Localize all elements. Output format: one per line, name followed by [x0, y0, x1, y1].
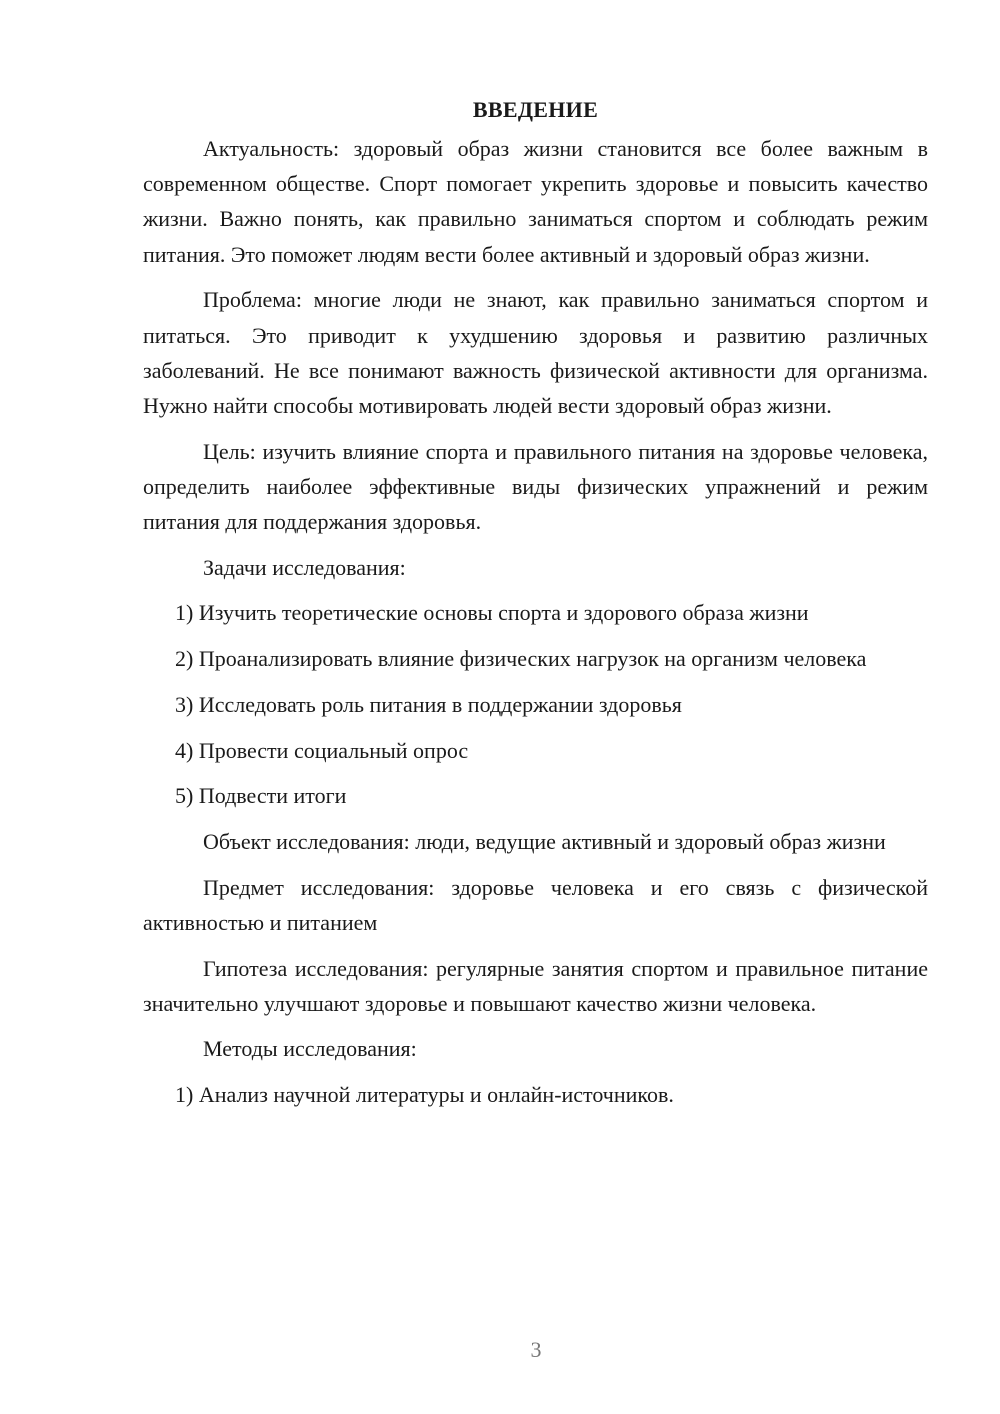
section-heading: ВВЕДЕНИЕ [472, 97, 599, 122]
paragraph-hypothesis: Гипотеза исследования: регулярные занятия спортом и правильное питание значительно улучшают здоровье и повышают качество жизни человека. [143, 955, 928, 1016]
task-item: 4) Провести социальный опрос [175, 737, 469, 763]
paragraph-relevance: Актуальность: здоровый образ жизни становится все более важным в современном обществе. Спорт помогает укрепить здоровье и повысить качество жизни. Важно понять, как правильно заниматься спортом и соблюдать режим питания. Это поможет людям вести более активный и здоровый образ жизни. [143, 136, 928, 267]
methods-title: Методы исследования: [203, 1036, 417, 1062]
paragraph-object: Объект исследования: люди, ведущие активный и здоровый образ жизни [203, 828, 886, 854]
task-item: 1) Изучить теоретические основы спорта и здорового образа жизни [175, 600, 809, 626]
document-body [143, 92, 928, 1123]
tasks-title: Задачи исследования: [203, 554, 406, 580]
task-item: 5) Подвести итоги [175, 783, 347, 809]
paragraph-subject: Предмет исследования: здоровье человека и его связь с физической активностью и питанием [143, 874, 928, 935]
page-number: 3 [530, 1337, 542, 1362]
method-item: 1) Анализ научной литературы и онлайн-источников. [175, 1082, 674, 1108]
task-item: 2) Проанализировать влияние физических нагрузок на организм человека [175, 646, 867, 672]
task-item: 3) Исследовать роль питания в поддержании здоровья [175, 691, 682, 717]
paragraph-goal: Цель: изучить влияние спорта и правильного питания на здоровье человека, определить наиболее эффективные виды физических упражнений и режим питания для поддержания здоровья. [143, 438, 928, 535]
paragraph-problem: Проблема: многие люди не знают, как правильно заниматься спортом и питаться. Это приводит к ухудшению здоровья и развитию различных заболеваний. Не все понимают важность физической активности для организма. Нужно найти способы мотивировать людей вести здоровый образ жизни. [143, 287, 928, 418]
